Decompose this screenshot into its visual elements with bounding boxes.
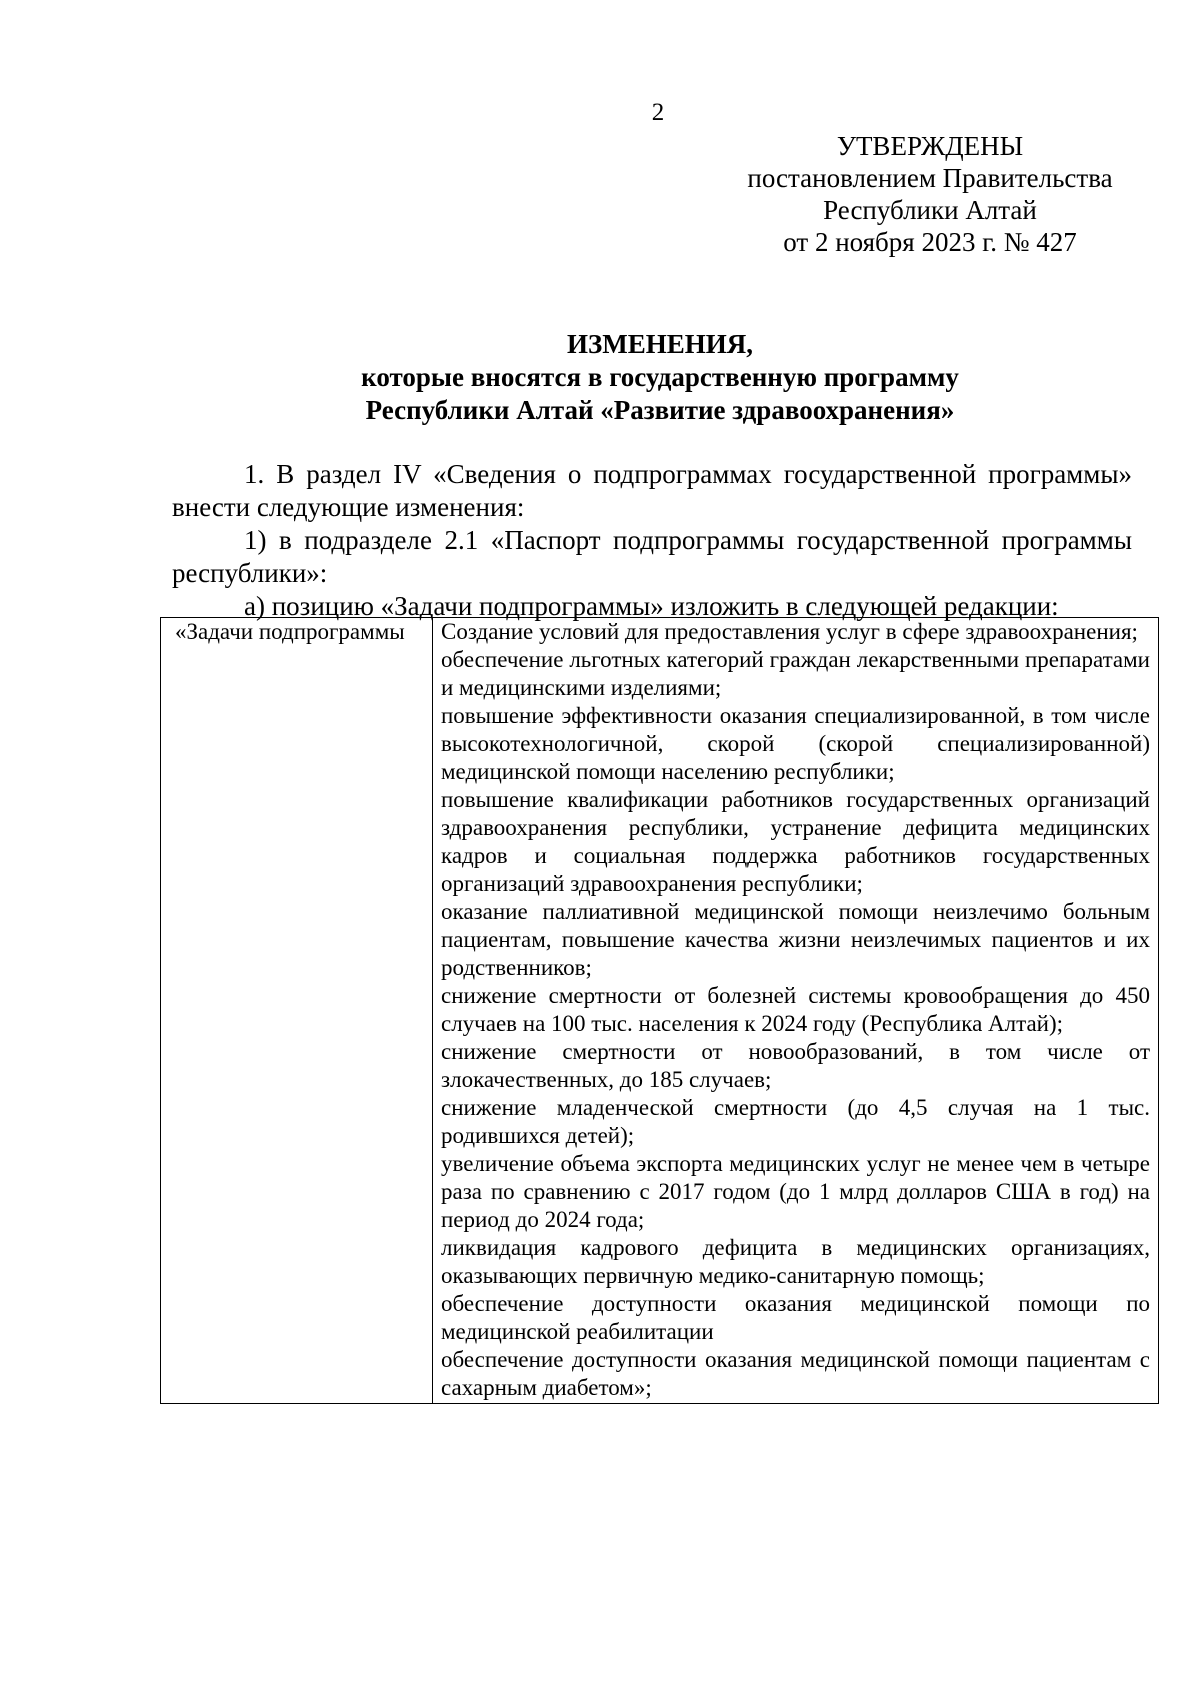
paragraph-2: 1) в подразделе 2.1 «Паспорт подпрограммы государственной программы республики»:	[172, 525, 1132, 588]
list-item: оказание паллиативной медицинской помощи неизлечимо больным пациентам, повышение качества жизни неизлечимых пациентов и их родственников;	[441, 899, 1150, 980]
page-number: 2	[651, 99, 665, 126]
list-item: увеличение объема экспорта медицинских услуг не менее чем в четыре раза по сравнению с 2017 годом (до 1 млрд долларов США в год) на период до 2024 года;	[441, 1151, 1150, 1232]
list-item: обеспечение льготных категорий граждан лекарственными препаратами и медицинскими изделиями;	[441, 647, 1150, 700]
table-cell-label: «Задачи подпрограммы	[161, 618, 433, 1404]
approval-line-3: Республики Алтай	[823, 195, 1037, 225]
list-item: обеспечение доступности оказания медицинской помощи пациентам с сахарным диабетом»;	[441, 1347, 1150, 1400]
document-title	[160, 328, 1160, 427]
passport-table	[160, 617, 1159, 1404]
approval-line-2: постановлением Правительства	[747, 163, 1113, 193]
list-item: Создание условий для предоставления услуг в сфере здравоохранения;	[441, 619, 1138, 644]
approval-line-4: от 2 ноября 2023 г. № 427	[783, 227, 1077, 257]
paragraph-1: 1. В раздел IV «Сведения о подпрограммах государственной программы» внести следующие изменения:	[172, 459, 1132, 522]
title-line-2: которые вносятся в государственную программу	[361, 362, 959, 392]
list-item: повышение эффективности оказания специализированной, в том числе высокотехнологичной, скорой (скорой специализированной) медицинской помощи населению республики;	[441, 703, 1150, 784]
list-item: снижение смертности от болезней системы кровообращения до 450 случаев на 100 тыс. населения к 2024 году (Республика Алтай);	[441, 983, 1150, 1036]
list-item: снижение смертности от новообразований, в том числе от злокачественных, до 185 случаев;	[441, 1039, 1150, 1092]
list-item: повышение квалификации работников государственных организаций здравоохранения республики, устранение дефицита медицинских кадров и социальная поддержка работников государственных организаций здравоохранения республики;	[441, 787, 1150, 896]
list-item: снижение младенческой смертности (до 4,5 случая на 1 тыс. родившихся детей);	[441, 1095, 1150, 1148]
title-line-3: Республики Алтай «Развитие здравоохранения»	[365, 395, 955, 425]
body-text	[172, 458, 1132, 623]
approval-stamp	[720, 130, 1140, 258]
list-item: ликвидация кадрового дефицита в медицинских организациях, оказывающих первичную медико-санитарную помощь;	[441, 1235, 1150, 1288]
paragraph-3: а) позицию «Задачи подпрограммы» изложить в следующей редакции:	[244, 591, 1059, 621]
table-cell-items	[433, 618, 1159, 1404]
table-row	[161, 618, 1159, 1404]
list-item: обеспечение доступности оказания медицинской помощи по медицинской реабилитации	[441, 1291, 1150, 1344]
approval-line-1: УТВЕРЖДЕНЫ	[836, 131, 1024, 161]
title-line-1: ИЗМЕНЕНИЯ,	[566, 329, 753, 359]
